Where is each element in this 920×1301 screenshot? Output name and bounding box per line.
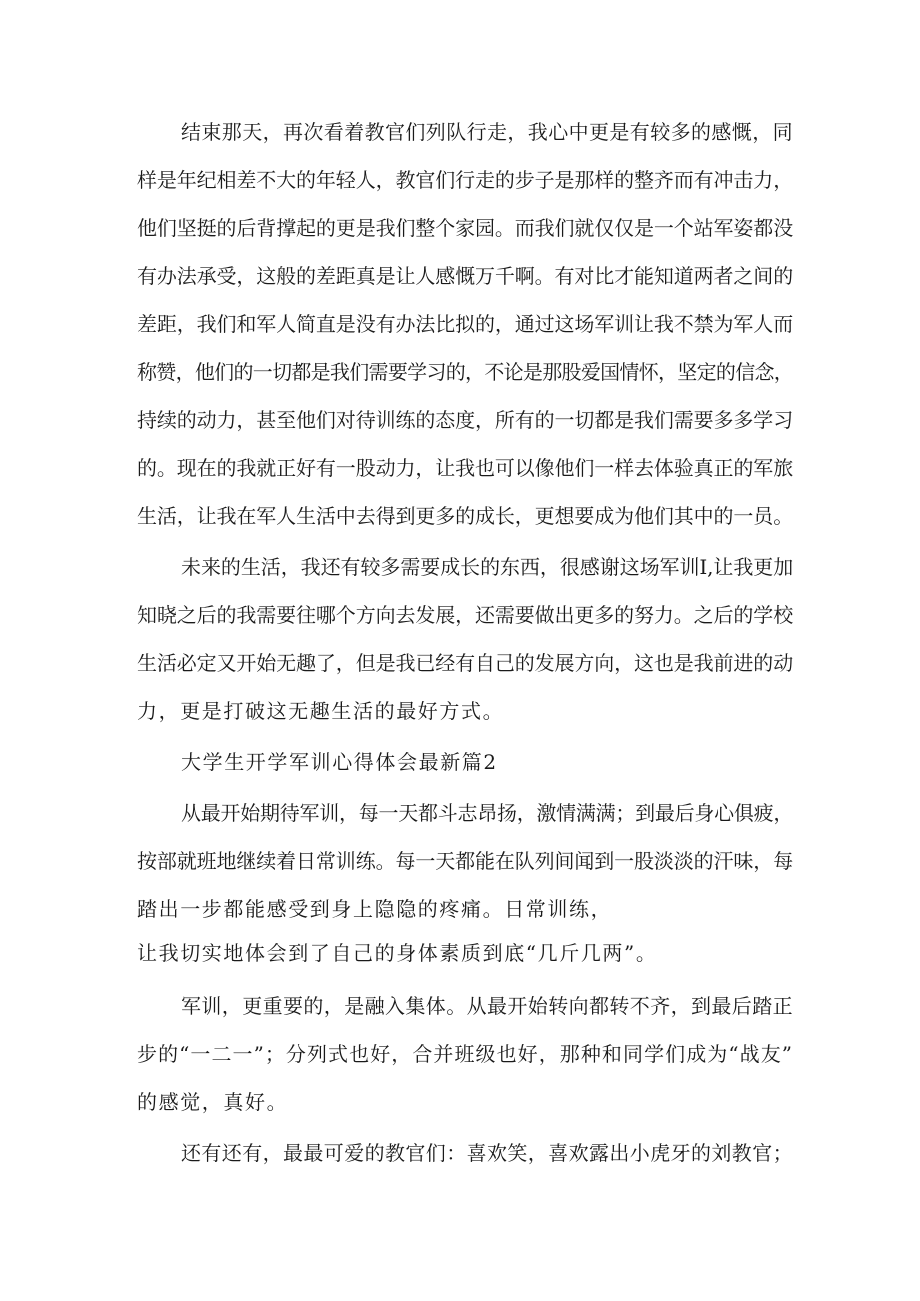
- paragraph-1-line-2: 样是年纪相差不大的年轻人，教官们行走的步子是那样的整齐而有冲击力，: [137, 168, 793, 192]
- paragraph-3-line-1: 从最开始期待军训，每一天都斗志昂扬，激情满满；到最后身心俱疲，: [181, 801, 793, 825]
- paragraph-2-line-4: 力，更是打破这无趣生活的最好方式。: [137, 699, 505, 723]
- paragraph-5-line-1: 还有还有，最最可爱的教官们：喜欢笑，喜欢露出小虎牙的刘教官；: [181, 1141, 793, 1165]
- paragraph-4-line-2: 步的“一二一”；分列式也好，合并班级也好，那种和同学们成为“战友”: [137, 1042, 793, 1066]
- paragraph-1-line-5: 差距，我们和军人简直是没有办法比拟的，通过这场军训让我不禁为军人而: [137, 312, 793, 336]
- paragraph-1-line-8: 的。现在的我就正好有一股动力，让我也可以像他们一样去体验真正的军旅: [137, 456, 793, 480]
- paragraph-2-line-2: 知晓之后的我需要往哪个方向去发展，还需要做出更多的努力。之后的学校: [137, 603, 793, 627]
- paragraph-2-line-3: 生活必定又开始无趣了，但是我已经有自己的发展方向，这也是我前进的动: [137, 651, 793, 675]
- paragraph-4-line-1: 军训，更重要的，是融入集体。从最开始转向都转不齐，到最后踏正: [181, 994, 793, 1018]
- paragraph-1-line-9: 生活，让我在军人生活中去得到更多的成长，更想要成为他们其中的一员。: [137, 504, 793, 528]
- paragraph-1-line-7: 持续的动力，甚至他们对待训练的态度，所有的一切都是我们需要多多学习: [137, 408, 793, 432]
- paragraph-1-line-3: 他们坚挺的后背撑起的更是我们整个家园。而我们就仅仅是一个站军姿都没: [137, 216, 793, 240]
- paragraph-3-line-2: 按部就班地继续着日常训练。每一天都能在队列间闻到一股淡淡的汗味，每: [137, 849, 793, 873]
- paragraph-1-line-6: 称赞，他们的一切都是我们需要学习的，不论是那股爱国情怀，坚定的信念，: [137, 360, 793, 384]
- paragraph-1-line-4: 有办法承受，这般的差距真是让人感慨万千啊。有对比才能知道两者之间的: [137, 264, 793, 288]
- paragraph-4-line-3: 的感觉，真好。: [137, 1090, 289, 1114]
- section-heading: 大学生开学军训心得体会最新篇2: [181, 750, 498, 774]
- paragraph-2-line-1: 未来的生活，我还有较多需要成长的东西，很感谢这场军训I,让我更加: [181, 555, 793, 579]
- paragraph-3-line-4: 让我切实地体会到了自己的身体素质到底“几斤几两”。: [137, 941, 658, 965]
- paragraph-1-line-1: 结束那天，再次看着教官们列队行走，我心中更是有较多的感慨，同: [181, 120, 793, 144]
- paragraph-3-line-3: 踏出一步都能感受到身上隐隐的疼痛。日常训练，: [137, 897, 613, 921]
